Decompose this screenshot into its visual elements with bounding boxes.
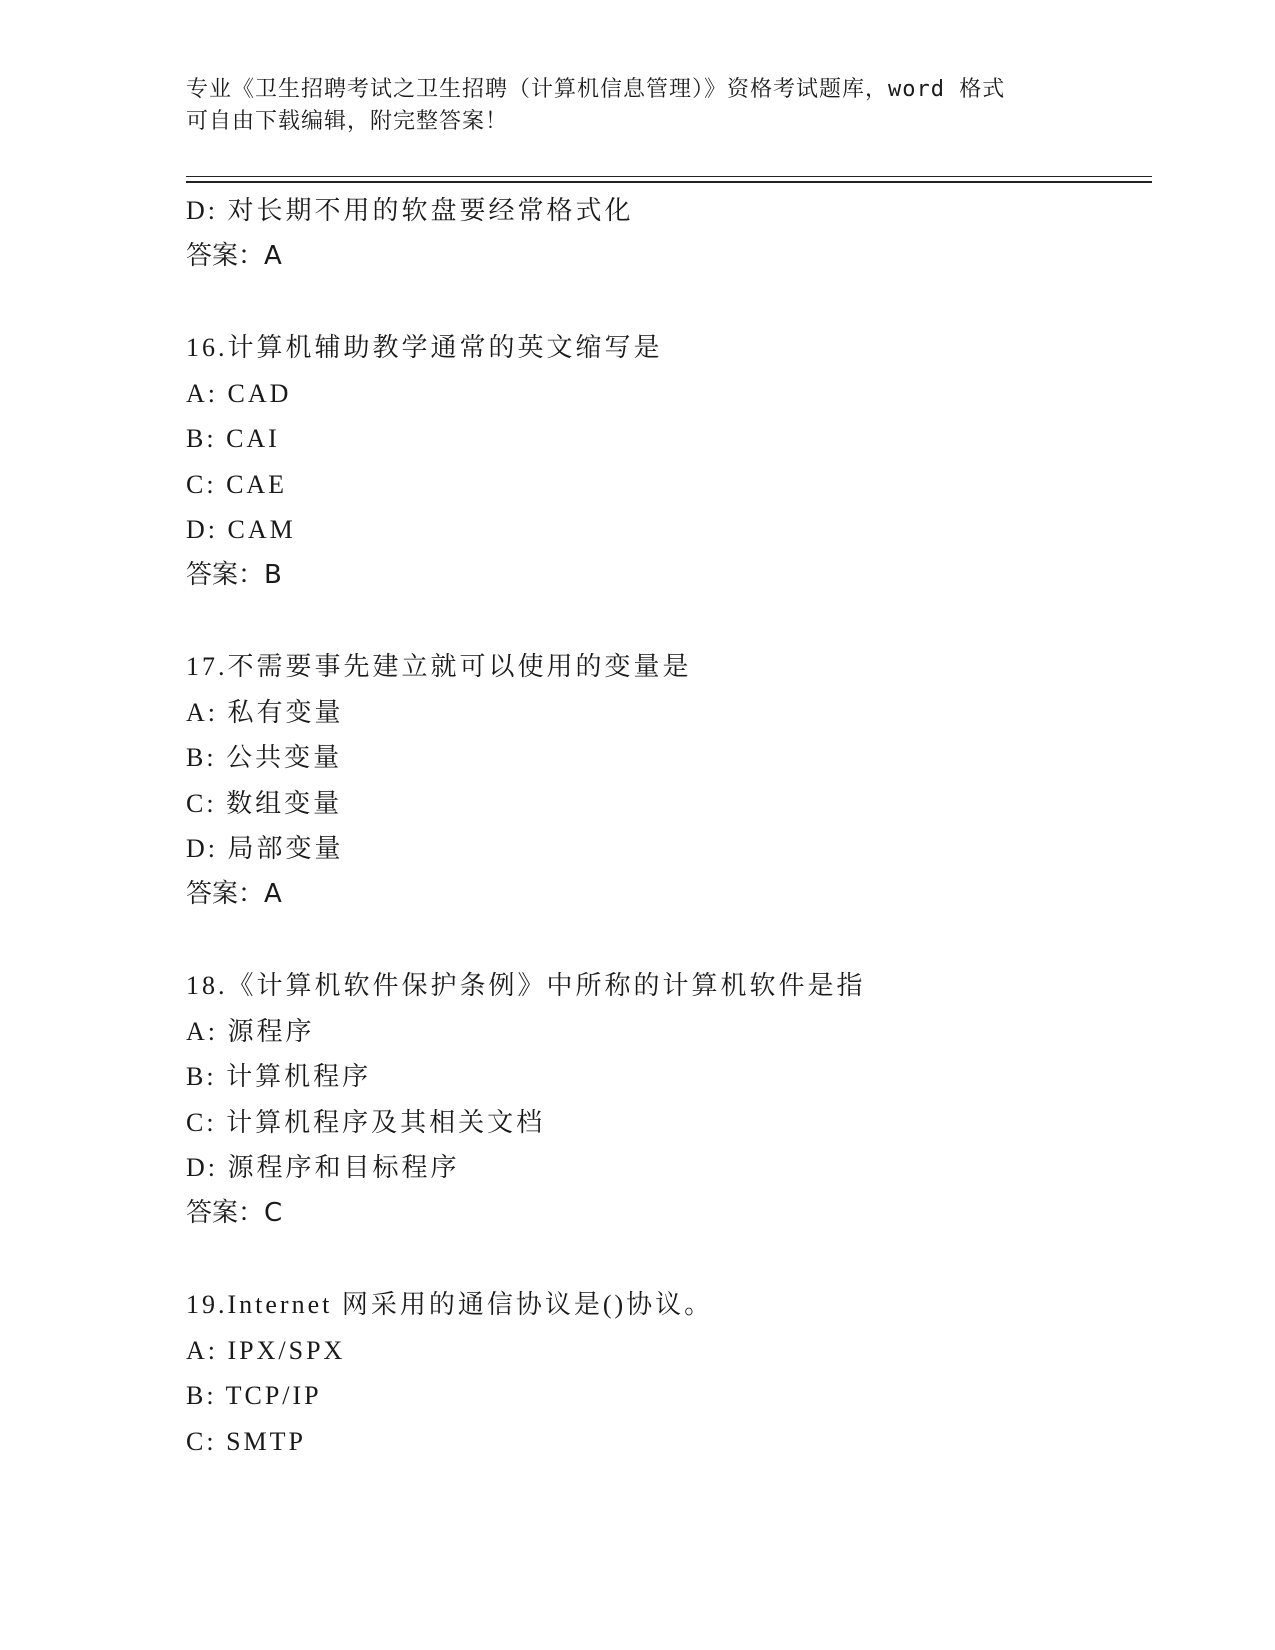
option-a: A: 源程序 — [186, 1016, 315, 1046]
header-line-2: 可自由下载编辑，附完整答案！ — [186, 109, 509, 134]
answer-line: 答案：A — [186, 240, 282, 271]
option-d: D: 源程序和目标程序 — [186, 1153, 460, 1182]
document-header — [186, 74, 1066, 138]
option-b: B: 计算机程序 — [186, 1062, 372, 1091]
option-c: C: 计算机程序及其相关文档 — [186, 1107, 546, 1137]
answer-line: 答案：C — [186, 1197, 283, 1228]
question-stem: 16.计算机辅助教学通常的英文缩写是 — [186, 333, 663, 362]
question-stem: 19.Internet 网采用的通信协议是()协议。 — [186, 1290, 714, 1319]
option-a: A: IPX/SPX — [186, 1335, 346, 1365]
spacer — [186, 1236, 1152, 1282]
option-a: A: 私有变量 — [186, 697, 344, 727]
question-block-19 — [186, 1282, 1152, 1464]
option-d: D: CAM — [186, 515, 296, 544]
question-block-18 — [186, 963, 1152, 1236]
option-c: C: CAE — [186, 469, 288, 499]
question-stem: 17.不需要事先建立就可以使用的变量是 — [186, 652, 692, 681]
question-block-15 — [186, 188, 1152, 279]
spacer — [186, 598, 1152, 644]
option-b: B: 公共变量 — [186, 743, 343, 772]
question-list — [186, 188, 1152, 1464]
option-b: B: CAI — [186, 424, 280, 453]
answer-line: 答案：A — [186, 878, 282, 909]
header-divider-thin — [186, 176, 1152, 177]
question-stem: 18.《计算机软件保护条例》中所称的计算机软件是指 — [186, 971, 866, 1000]
question-block-17 — [186, 644, 1152, 917]
option-b: B: TCP/IP — [186, 1381, 322, 1410]
header-line-1: 专业《卫生招聘考试之卫生招聘（计算机信息管理）》资格考试题库，word 格式 — [186, 77, 1006, 102]
option-d: D: 局部变量 — [186, 834, 344, 863]
option-d: D: 对长期不用的软盘要经常格式化 — [186, 196, 634, 225]
question-block-16 — [186, 325, 1152, 598]
spacer — [186, 279, 1152, 325]
header-divider-thick — [186, 181, 1152, 183]
option-c: C: 数组变量 — [186, 788, 343, 818]
answer-line: 答案：B — [186, 559, 282, 590]
option-c: C: SMTP — [186, 1426, 306, 1456]
spacer — [186, 917, 1152, 963]
option-a: A: CAD — [186, 378, 292, 408]
